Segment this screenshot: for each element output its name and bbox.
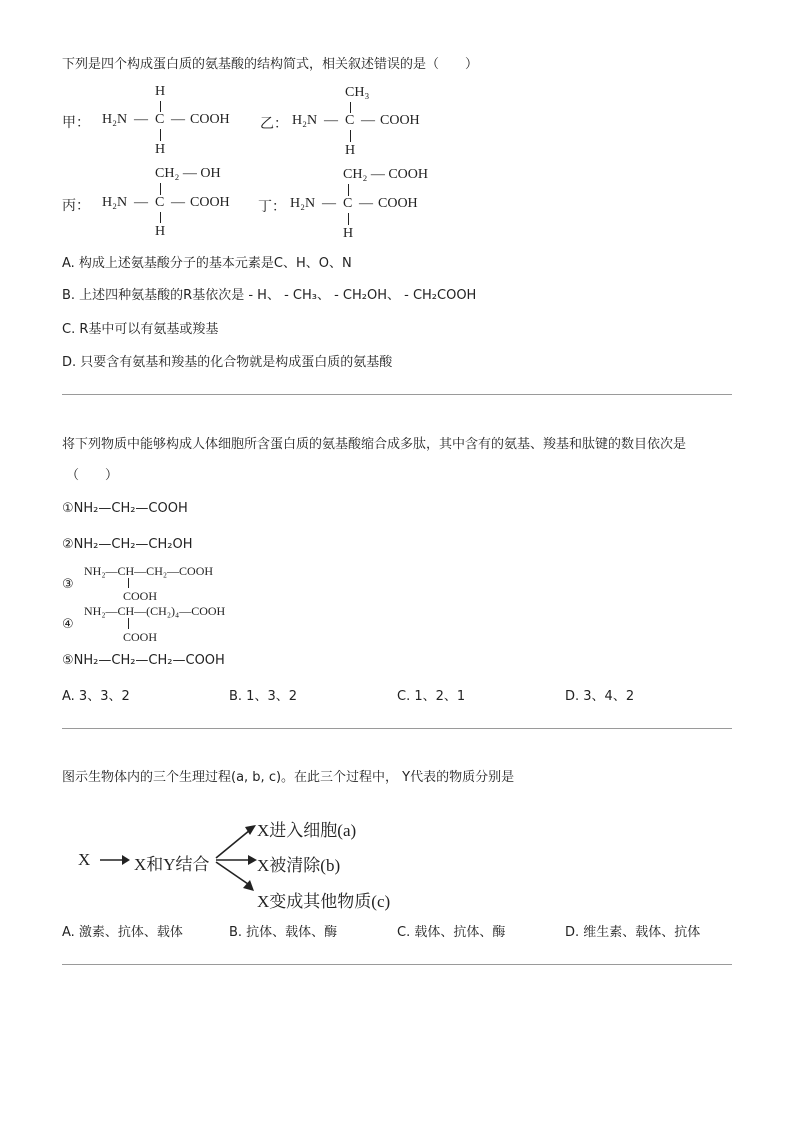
q3-option-a[interactable]: A. 激素、抗体、载体 — [62, 925, 183, 940]
ding-dash2: — — [359, 196, 373, 211]
bing-bond-bottom — [160, 212, 161, 223]
diagram-branch-c: X变成其他物质(c) — [257, 892, 391, 911]
diagram-branch-b: X被清除(b) — [257, 856, 341, 875]
q2-item-3-main: NH₂—CH—CH₂—COOH — [84, 564, 214, 578]
bing-dash2: — — [171, 195, 185, 210]
bing-label: 丙： — [62, 199, 90, 214]
q2-option-a[interactable]: A. 3、3、2 — [62, 689, 130, 704]
q2-item-3-number: ③ — [62, 577, 74, 592]
q2-item-2: ②NH₂—CH₂—CH₂OH — [62, 537, 193, 552]
ding-bond-top — [348, 184, 349, 196]
diagram-combine: X和Y结合 — [134, 855, 210, 874]
ding-dash1: — — [322, 196, 336, 211]
q3-option-b[interactable]: B. 抗体、载体、酶 — [229, 925, 338, 940]
q2-stem-line1: 将下列物质中能够构成人体细胞所含蛋白质的氨基酸缩合成多肽，其中含有的氨基、羧基和肽键的数目依次是 — [62, 437, 687, 452]
bing-ch2oh: CH₂ — OH — [155, 166, 221, 181]
q2-item-4-branch: COOH — [123, 630, 158, 644]
ding-ch2cooh: CH₂ — COOH — [343, 167, 428, 182]
jia-h-bottom: H — [155, 142, 166, 157]
q2-item-4-number: ④ — [62, 617, 74, 632]
q1-stem: 下列是四个构成蛋白质的氨基酸的结构简式，相关叙述错误的是（ ） — [62, 57, 479, 72]
yi-bond-top — [350, 102, 351, 113]
jia-dash2: — — [171, 112, 185, 127]
q3-option-d[interactable]: D. 维生素、载体、抗体 — [565, 925, 701, 940]
yi-dash2: — — [361, 113, 375, 128]
ding-label: 丁： — [258, 200, 286, 215]
q2-item-1: ①NH₂—CH₂—COOH — [62, 501, 188, 516]
jia-bond-bottom — [160, 129, 161, 141]
divider-3 — [62, 964, 732, 965]
q2-item-4-bond — [128, 618, 129, 629]
q2-item-5: ⑤NH₂—CH₂—CH₂—COOH — [62, 653, 225, 668]
jia-c: C — [155, 112, 165, 127]
ding-h2n: H₂N — [290, 196, 316, 211]
bing-h-bottom: H — [155, 224, 166, 239]
ding-cooh: COOH — [378, 196, 418, 211]
jia-label: 甲： — [62, 116, 90, 131]
bing-c: C — [155, 195, 165, 210]
q2-option-c[interactable]: C. 1、2、1 — [397, 689, 466, 704]
divider-1 — [62, 394, 732, 395]
q2-stem-line2: （ ） — [66, 468, 119, 483]
bing-cooh: COOH — [190, 195, 230, 210]
yi-ch3: CH₃ — [345, 85, 370, 100]
yi-dash1: — — [324, 113, 338, 128]
diagram-branch-a: X进入细胞(a) — [257, 821, 357, 840]
q3-option-c[interactable]: C. 载体、抗体、酶 — [397, 925, 506, 940]
yi-h-bottom: H — [345, 143, 356, 158]
yi-h2n: H₂N — [292, 113, 318, 128]
bing-bond-top — [160, 183, 161, 195]
bing-dash1: — — [134, 195, 148, 210]
ding-bond-bottom — [348, 213, 349, 225]
jia-cooh: COOH — [190, 112, 230, 127]
jia-dash1: — — [134, 112, 148, 127]
yi-c: C — [345, 113, 355, 128]
q1-option-d[interactable]: D. 只要含有氨基和羧基的化合物就是构成蛋白质的氨基酸 — [62, 355, 393, 370]
diagram-x: X — [78, 850, 91, 869]
yi-cooh: COOH — [380, 113, 420, 128]
yi-bond-bottom — [350, 130, 351, 142]
q2-item-4-main: NH₂—CH—(CH₂)₄—COOH — [84, 604, 226, 618]
q3-stem: 图示生物体内的三个生理过程(a, b, c)。在此三个过程中， Y代表的物质分别是 — [62, 770, 515, 785]
ding-c: C — [343, 196, 353, 211]
arrows-branch — [212, 820, 260, 896]
bing-h2n: H₂N — [102, 195, 128, 210]
arrow-x-to-combine — [98, 852, 132, 868]
q2-item-3-bond — [128, 578, 129, 588]
divider-2 — [62, 728, 732, 729]
jia-h2n: H₂N — [102, 112, 128, 127]
jia-bond-top — [160, 101, 161, 112]
q1-option-c[interactable]: C. R基中可以有氨基或羧基 — [62, 322, 219, 337]
ding-h-bottom: H — [343, 226, 354, 241]
q2-option-d[interactable]: D. 3、4、2 — [565, 689, 635, 704]
yi-label: 乙： — [260, 117, 288, 132]
q1-option-a[interactable]: A. 构成上述氨基酸分子的基本元素是C、H、O、N — [62, 256, 352, 271]
jia-h-top: H — [155, 84, 166, 99]
q2-option-b[interactable]: B. 1、3、2 — [229, 689, 297, 704]
q1-option-b[interactable]: B. 上述四种氨基酸的R基依次是 - H、 - CH₃、 - CH₂OH、 - CH₂COOH — [62, 288, 477, 303]
q2-item-3-branch: COOH — [123, 589, 158, 603]
